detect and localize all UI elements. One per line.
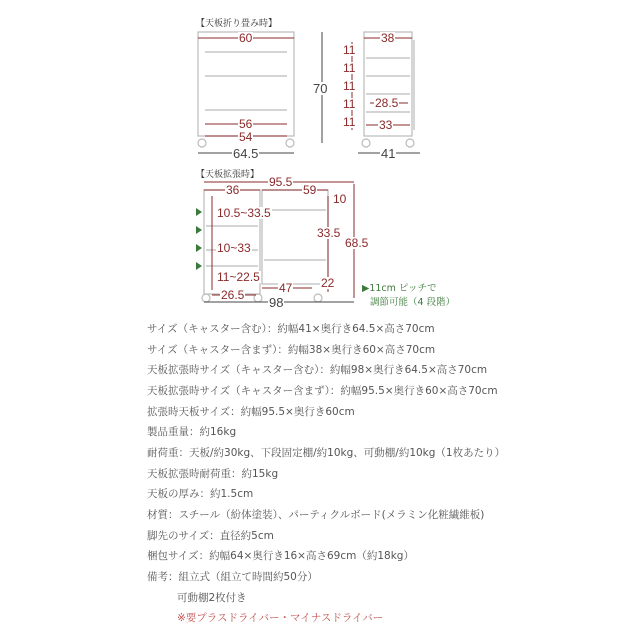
dim-pitch: 11 — [343, 61, 356, 75]
arrow-icon — [196, 262, 202, 270]
dim-side-base: 33 — [379, 118, 393, 132]
arrow-icon — [196, 244, 202, 252]
dim-exp-total-top: 95.5 — [269, 175, 293, 189]
spec-line: 拡張時天板サイズ：約幅95.5×奥行き60cm — [147, 406, 355, 418]
dim-exp-base-right: 47 — [279, 281, 293, 295]
spec-line: 耐荷重：天板/約30kg、下段固定棚/約10kg、可動棚/約10kg（1枚あたり） — [147, 447, 506, 459]
dim-exp-shelf1: 10.5~33.5 — [217, 206, 271, 220]
spec-line: 天板拡張時サイズ（キャスター含む）：約幅98×奥行き64.5×高さ70cm — [147, 364, 488, 376]
dim-folded-inner: 56 — [239, 117, 253, 131]
dim-side-shelf: 28.5 — [375, 96, 399, 110]
spec-line: サイズ（キャスター含む）：約幅41×奥行き64.5×高さ70cm — [147, 323, 435, 335]
spec-line: 天板拡張時耐荷重：約15kg — [147, 468, 279, 480]
dim-exp-shelf2: 10~33 — [217, 241, 251, 255]
dim-exp-height: 68.5 — [345, 236, 369, 250]
dim-pitch: 11 — [343, 43, 356, 57]
spec-line: 天板の厚み：約1.5cm — [147, 488, 254, 500]
remark-warning: ※要プラスドライバー・マイナスドライバー — [177, 612, 384, 624]
spec-line: 備考：組立式（組立て時間約50分） — [147, 571, 318, 583]
dim-pitch: 11 — [343, 115, 356, 129]
spec-line: 天板拡張時サイズ（キャスター含まず）：約幅95.5×奥行き60×高さ70cm — [147, 385, 498, 397]
dim-folded-base: 54 — [239, 130, 253, 144]
dim-side-total: 41 — [381, 146, 396, 161]
dim-exp-shelf3: 11~22.5 — [217, 270, 260, 284]
adjustable-shelf-arrows — [196, 208, 202, 270]
pitch-note-2: 調節可能（4 段階） — [370, 297, 456, 308]
folded-title: 【天板折り畳み時】 — [196, 19, 278, 29]
spec-line: サイズ（キャスター含まず）：約幅38×奥行き60×高さ70cm — [147, 344, 436, 356]
remark-line: 可動棚2枚付き — [177, 592, 247, 604]
spec-line: 製品重量：約16kg — [147, 426, 237, 438]
pitch-note: ▶11cm ピッチで — [362, 283, 437, 294]
dim-exp-right-top: 59 — [303, 183, 317, 197]
spec-line: 材質：スチール（紛体塗装）、パーティクルボード(メラミン化粧繊維板) — [147, 509, 485, 521]
dim-exp-gap: 10 — [333, 192, 347, 206]
dim-exp-total: 98 — [269, 295, 284, 310]
dim-exp-right-mid: 33.5 — [317, 226, 341, 240]
dim-exp-base-left: 26.5 — [221, 288, 245, 302]
arrow-icon — [196, 226, 202, 234]
spec-line: 梱包サイズ：約幅64×奥行き16×高さ69cm（約18kg） — [147, 550, 414, 562]
dim-folded-height: 70 — [313, 81, 328, 96]
dim-pitch: 11 — [343, 97, 356, 111]
spec-line: 脚先のサイズ：直径約5cm — [147, 530, 274, 542]
dim-exp-right-low: 22 — [321, 276, 335, 290]
dim-pitch: 11 — [343, 79, 356, 93]
dim-folded-depth: 64.5 — [233, 146, 259, 161]
dim-side-top: 38 — [381, 31, 395, 45]
dim-folded-top: 60 — [239, 31, 253, 45]
expanded-title: 【天板拡張時】 — [196, 170, 260, 180]
arrow-icon — [196, 208, 202, 216]
dim-exp-left-top: 36 — [226, 183, 240, 197]
